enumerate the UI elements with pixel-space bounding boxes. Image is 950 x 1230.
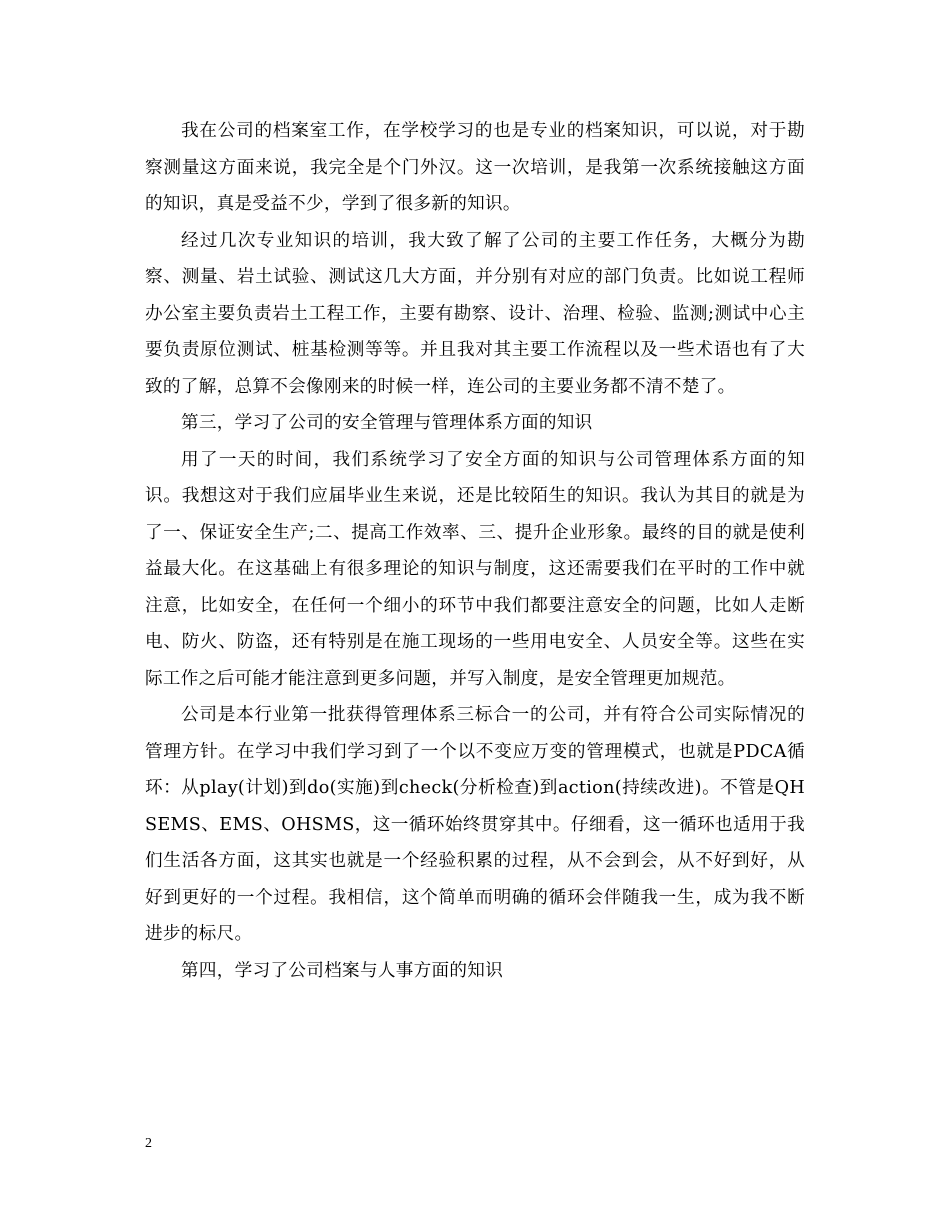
paragraph-training-overview: 经过几次专业知识的培训，我大致了解了公司的主要工作任务，大概分为勘察、测量、岩土试验、测试这几大方面，并分别有对应的部门负责。比如说工程师办公室主要负责岩土工程工作，主要有勘察、设计、治理、检验、监测;测试中心主要负责原位测试、桩基检测等等。并且我对其主要工作流程以及一些术语也有了大致的了解，总算不会像刚来的时候一样，连公司的主要业务都不清不楚了。 — [145, 230, 805, 397]
document-body — [145, 113, 805, 989]
paragraph-safety-management: 用了一天的时间，我们系统学习了安全方面的知识与公司管理体系方面的知识。我想这对于我们应届毕业生来说，还是比较陌生的知识。我认为其目的就是为了一、保证安全生产;二、提高工作效率、三、提升企业形象。最终的目的就是使利益最大化。在这基础上有很多理论的知识与制度，这还需要我们在平时的工作中就注意，比如安全，在任何一个细小的环节中我们都要注意安全的问题，比如人走断电、防火、防盗，还有特别是在施工现场的一些用电安全、人员安全等。这些在实际工作之后可能才能注意到更多问题，并写入制度，是安全管理更加规范。 — [145, 449, 805, 689]
section-heading-fourth: 第四，学习了公司档案与人事方面的知识 — [181, 960, 504, 981]
paragraph-archive-intro: 我在公司的档案室工作，在学校学习的也是专业的档案知识，可以说，对于勘察测量这方面来说，我完全是个门外汉。这一次培训，是我第一次系统接触这方面的知识，真是受益不少，学到了很多新的知识。 — [145, 121, 805, 214]
section-heading-third: 第三，学习了公司的安全管理与管理体系方面的知识 — [181, 413, 593, 433]
page-number: 2 — [145, 1136, 152, 1151]
paragraph-management-system: 公司是本行业第一批获得管理体系三标合一的公司，并有符合公司实际情况的管理方针。在学习中我们学习到了一个以不变应万变的管理模式，也就是PDCA循环：从play(计划)到do(实施)到check(分析检查)到action(持续改进)。不管是QHSEMS、EMS、OHSMS，这一循环始终贯穿其中。仔细看，这一循环也适用于我们生活各方面，这其实也就是一个经验积累的过程，从不会到会，从不好到好，从好到更好的一个过程。我相信，这个简单而明确的循环会伴随我一生，成为我不断进步的标尺。 — [145, 705, 805, 944]
